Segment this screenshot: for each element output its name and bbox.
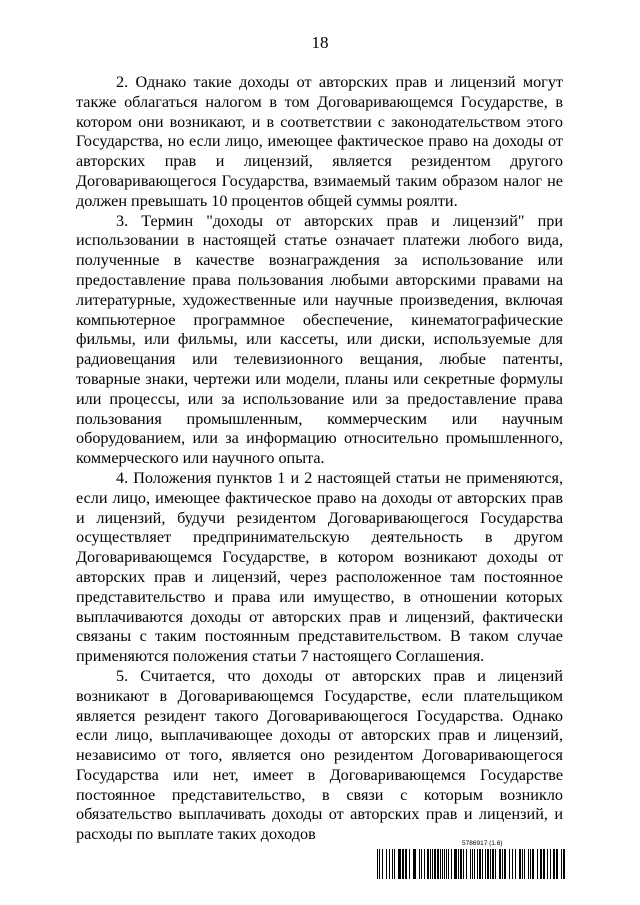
document-id: 5786917 (1.6): [462, 840, 503, 847]
document-body: [76, 73, 563, 845]
paragraph-2: 2. Однако такие доходы от авторских прав и лицензий могут также облагаться налогом в том Договаривающемся Государстве, в котором они возникают, и в соответствии с законодательством этого Государства, но если лицо, имеющее фактическое право на доходы от авторских прав и лицензий, является резидентом другого Договаривающегося Государства, взимаемый таким образом налог не должен превышать 10 процентов общей суммы роялти.: [76, 73, 563, 210]
paragraph-5: 5. Считается, что доходы от авторских прав и лицензий возникают в Договаривающемся Государстве, если плательщиком является резидент такого Договаривающегося Государства. Однако если лицо, выплачивающее доходы от авторских прав и лицензий, независимо от того, является оно резидентом Договаривающегося Государства или нет, имеет в Договаривающемся Государстве постоянное представительство, в связи с которым возникло обязательство выплачивать доходы от авторских прав и лицензий, и расходы по выплате таких доходов: [76, 666, 563, 844]
paragraph-4: 4. Положения пунктов 1 и 2 настоящей статьи не применяются, если лицо, имеющее фактическое право на доходы от авторских прав и лицензий, будучи резидентом Договаривающегося Государства осуществляет предпринимательскую деятельность в другом Договаривающемся Государстве, в котором возникают доходы от авторских прав и лицензий, через расположенное там постоянное представительство и права или имущество, в отношении которых выплачиваются доходы от авторских прав и лицензий, фактически связаны с таким постоянным представительством. В таком случае применяются положения статьи 7 настоящего Соглашения.: [76, 468, 563, 666]
paragraph-3: 3. Термин "доходы от авторских прав и лицензий" при использовании в настоящей статье означает платежи любого вида, полученные в качестве вознаграждения за использование или предоставление права пользования любыми авторскими правами на литературные, художественные или научные произведения, включая компьютерное программное обеспечение, кинематографические фильмы, или фильмы, или кассеты, или диски, используемые для радиовещания или телевизионного вещания, любые патенты, товарные знаки, чертежи или модели, планы или секретные формулы или процессы, или за использование или за предоставление права пользования промышленным, коммерческим или научным оборудованием, или за информацию относительно промышленного, коммерческого или научного опыта.: [76, 211, 563, 468]
page-number: 18: [311, 33, 329, 52]
barcode-image: [377, 849, 565, 879]
